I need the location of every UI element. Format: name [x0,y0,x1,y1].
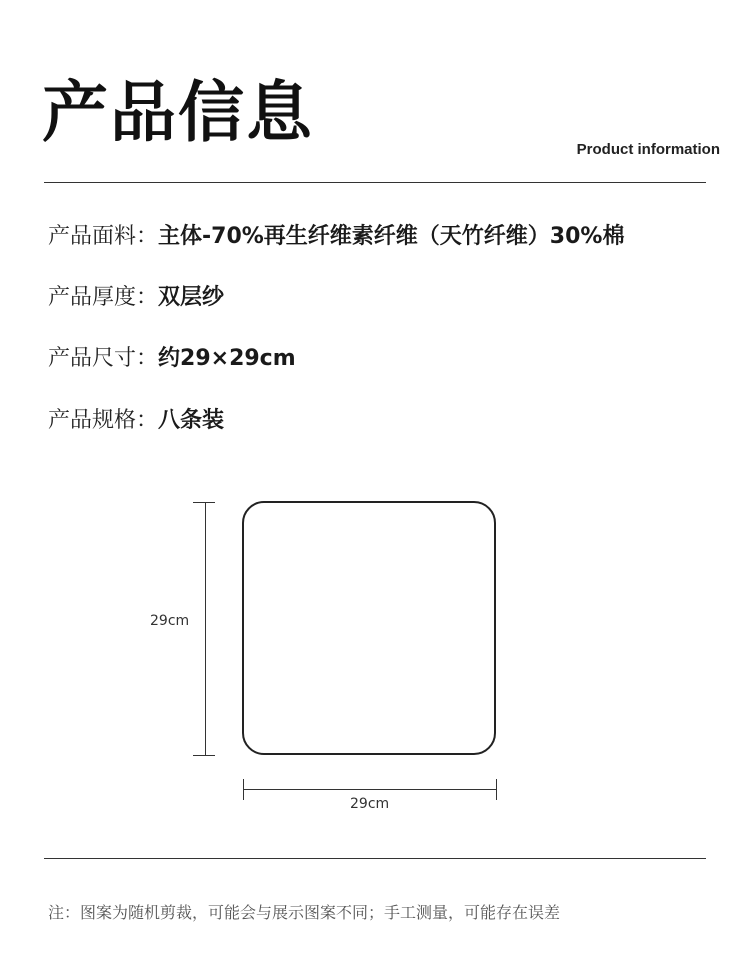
spec-size [48,348,296,370]
width-dimension-label: 29cm [350,796,390,812]
page-subtitle: Product information [576,141,720,158]
spec-spec-label: 产品规格： [48,408,159,433]
spec-spec [48,410,224,432]
towel-outline [242,501,496,755]
page-title: 产品信息 [42,74,314,151]
bottom-divider [44,858,706,859]
spec-size-value: 约29×29cm [158,346,296,371]
spec-thickness-label: 产品厚度： [48,285,159,310]
spec-thickness-value: 双层纱 [158,285,225,310]
height-dimension-line [205,502,206,756]
spec-fabric [48,226,624,248]
width-dimension-cap-left [243,779,244,800]
height-dimension-label: 29cm [150,613,190,629]
height-dimension-cap-top [193,502,215,503]
height-dimension-cap-bottom [193,755,215,756]
spec-size-label: 产品尺寸： [48,346,159,371]
top-divider [44,182,706,183]
width-dimension-line [243,789,497,790]
spec-fabric-value: 主体-70%再生纤维素纤维（天竹纤维）30%棉 [158,224,625,249]
spec-fabric-label: 产品面料： [48,224,159,249]
footer-note: 注：图案为随机剪裁，可能会与展示图案不同；手工测量，可能存在误差 [48,903,561,922]
width-dimension-cap-right [496,779,497,800]
spec-spec-value: 八条装 [158,408,225,433]
spec-thickness [48,287,224,309]
